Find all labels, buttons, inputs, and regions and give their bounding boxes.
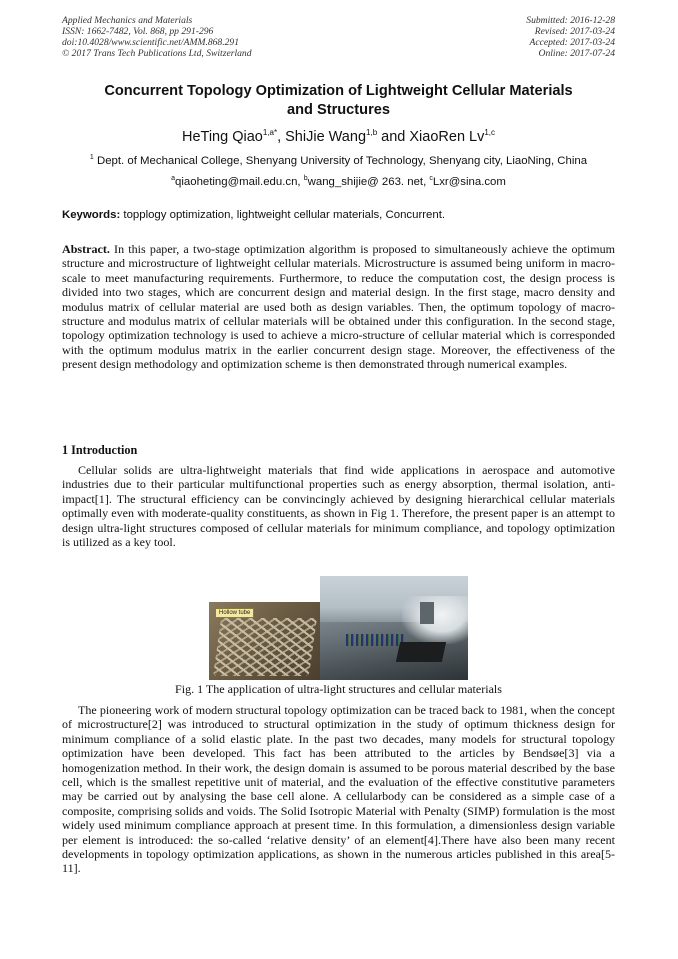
author-affil-mark: 1,b	[366, 128, 378, 137]
lattice-texture	[213, 618, 317, 676]
introduction-paragraph-2: The pioneering work of modern structural topology optimization can be traced back to 1981, when the concept of microstructure[2] was introduced to structural optimization in the study of optimum thickness design for minimum compliance of a solid elastic plate. In the past two decades, many models for structural topology optimization have been developed. This fact has been attributed to the articles by Bendsøe[3] via a homogenization method. In their work, the design domain is assumed to be porous material described by the base cell, which is the smallest repetitive unit of material, and the evaluation of the effective constitutive parameters may be carried out by analysing the base cell alone. A cellularbody can be considered as a simple case of a composite, comprising solids and voids. The Solid Isotropic Material with Penalty (SIMP) formulation is the most widely used minimum compliance approach at present time. In this formulation, a dimensionless design variable per element is introduced: the so-called ‘relative density’ of an element[4].There have also been many recent developments in topology optimization applications, as shown in the numerous articles published in this area[5-11].	[62, 703, 615, 876]
title-line-1: Concurrent Topology Optimization of Lightweight Cellular Materials	[104, 83, 573, 99]
submitted-date: Submitted: 2016-12-28	[526, 15, 615, 26]
keywords	[62, 208, 615, 222]
keywords-label: Keywords:	[62, 209, 121, 221]
deck-crew	[346, 634, 406, 646]
affiliation-mark: 1	[89, 154, 94, 161]
email-mark: b	[303, 175, 308, 182]
abstract	[62, 242, 615, 372]
title-line-2: and Structures	[287, 102, 390, 118]
accepted-date: Accepted: 2017-03-24	[529, 37, 615, 48]
introduction-paragraph-1: Cellular solids are ultra-lightweight materials that find wide applications in aerospace and automotive industries due to their particular multifunctional properties such as energy absorption, thermal isolation, anti-impact[1]. The structural efficiency can be convincingly achieved by designing hierarchical cellular materials optimally even with moderate-quality constituents, as shown in Fig 1. Therefore, the present paper is an attempt to design ultra-light structures composed of cellular materials for minimum compliance, and topology optimization is utilized as a key tool.	[62, 463, 615, 550]
doi-line: doi:10.4028/www.scientific.net/AMM.868.291	[62, 37, 240, 48]
hollow-tube-label: Hollow tube	[215, 608, 254, 618]
revised-date: Revised: 2017-03-24	[534, 26, 615, 37]
journal-name: Applied Mechanics and Materials	[62, 15, 193, 26]
author-separator: ,	[277, 129, 286, 145]
abstract-text: In this paper, a two-stage optimization algorithm is proposed to simultaneously achieve the optimum structure and microstructure of lightweight cellular materials. Microstructure is assumed being uniform in macro-scale to meet manufacturing requirements. Furthermore, to reduce the computation cost, the design process is divided into two stages, which are concurrent design and material design. In the first stage, macro density and modulus matrix of cellular material are used both as design variables. Then, the optimum topology of macro-structure and modulus matrix of cellular materials will be obtained under this configuration. In the second stage, topology optimization technology is used to achieve a micro-structure of cellular material which is corresponded with the optimum modulus matrix in the earlier concurrent design stage. Moreover, the effectiveness of the present design methodology and optimization scheme is then demonstrated through numerical examples.	[62, 242, 615, 372]
affiliation	[62, 151, 615, 168]
figure-carrier-deck-image	[320, 576, 468, 680]
author-name: HeTing Qiao	[181, 129, 263, 145]
email-address: wang_shijie@ 263. net,	[307, 176, 430, 188]
deflector-panel	[396, 642, 446, 662]
author-affil-mark: 1,c	[484, 128, 496, 137]
email-address: qiaoheting@mail.edu.cn,	[175, 176, 304, 188]
affiliation-text: Dept. of Mechanical College, Shenyang University of Technology, Shenyang city, LiaoNing, China	[93, 155, 588, 167]
figure-caption: Fig. 1 The application of ultra-light structures and cellular materials	[175, 682, 502, 696]
author-separator: and	[377, 129, 410, 145]
paper-title	[62, 82, 615, 120]
email-mark: a	[171, 175, 176, 182]
author-affil-mark: 1,a*	[262, 128, 278, 137]
email-list	[62, 172, 615, 189]
section-heading-introduction: 1 Introduction	[62, 443, 138, 457]
abstract-label: Abstract.	[62, 242, 110, 256]
journal-info	[62, 15, 252, 59]
author-name: ShiJie Wang	[285, 129, 367, 145]
spray-cloud	[402, 596, 468, 644]
copyright-line: © 2017 Trans Tech Publications Ltd, Switzerland	[62, 48, 252, 59]
email-mark: c	[429, 175, 433, 182]
online-date: Online: 2017-07-24	[538, 48, 615, 59]
submission-dates	[526, 15, 615, 59]
deck-tower	[420, 602, 434, 624]
author-list	[62, 124, 615, 146]
email-address: Lxr@sina.com	[432, 176, 506, 188]
figure-cellular-lattice-image	[209, 602, 320, 680]
issn-line: ISSN: 1662-7482, Vol. 868, pp 291-296	[62, 26, 214, 37]
author-name: XiaoRen Lv	[409, 129, 485, 145]
keywords-text: topplogy optimization, lightweight cellular materials, Concurrent.	[120, 209, 446, 221]
